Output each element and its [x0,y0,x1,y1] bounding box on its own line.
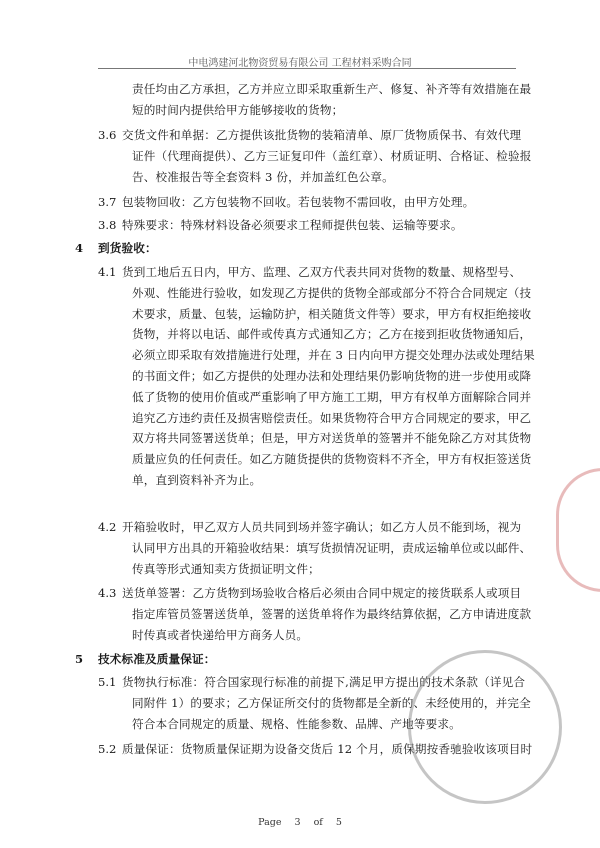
page-footer [0,817,600,828]
text-line: 符合本合同规定的质量、规格、性能参数、品牌、产地等要求。 [132,716,461,731]
clause-4-3 [122,583,531,645]
text-line: 货物，并将以电话、邮件或传真方式通知乙方；乙方在接到拒收货物通知后， [132,327,532,342]
clause-number: 4.2 [98,520,117,534]
clause-4-2 [122,517,531,579]
clause-3-8 [122,215,463,236]
text-line: 包装物回收：乙方包装物不回收。若包装物不需回收，由甲方处理。 [122,195,475,209]
text-line: 术要求，质量、包装，运输防护，相关随货文件等）要求，甲方有权拒绝接收 [132,306,532,321]
header-divider [98,68,516,69]
text-line: 低了货物的使用价值或严重影响了甲方施工工期，甲方有权单方面解除合同并 [132,389,532,404]
text-line: 告、校准报告等全套资料 3 份，并加盖红色公章。 [132,169,394,184]
text-line: 责任均由乙方承担，乙方并应立即采取重新生产、修复、补齐等有效措施在最 [132,82,532,96]
section-title: 到货验收： [98,241,157,255]
text-line: 双方将共同签署送货单；但是，甲方对送货单的签署并不能免除乙方对其货物 [132,431,532,446]
text-line: 短的时间内提供给甲方能够接收的货物； [132,102,344,117]
text-line: 交货文件和单据：乙方提供该批货物的装箱清单、原厂货物质保书、有效代理 [122,128,522,142]
text-line: 同附件 1）的要求；乙方保证所交付的货物都是全新的、未经使用的，并完全 [132,695,531,710]
text-line: 认同甲方出具的开箱验收结果：填写货损情况证明，责成运输单位或以邮件、 [132,540,532,555]
section-title: 技术标准及质量保证： [98,652,216,666]
text-line: 时传真或者快递给甲方商务人员。 [132,627,309,642]
text-line: 开箱验收时，甲乙双方人员共同到场并签字确认；如乙方人员不能到场，视为 [122,520,522,534]
section-number: 5 [75,652,84,666]
text-line: 货物执行标准：符合国家现行标准的前提下,满足甲方提出的技术条款（详见合 [122,675,526,689]
text-line: 指定库管员签署送货单，签署的送货单将作为最终结算依据，乙方申请进度款 [132,606,532,621]
page-total: 5 [335,817,342,828]
section-number: 4 [75,241,84,255]
clause-3-6 [122,125,531,187]
text-line: 的书面文件；如乙方提供的处理办法和处理结果仍影响货物的进一步使用或降 [132,368,532,383]
clause-3-7 [122,192,474,213]
text-line: 追究乙方违约责任及损害赔偿责任。如果货物符合甲方合同规定的要求，甲乙 [132,410,532,425]
text-line: 传真等形式通知卖方货损证明文件； [132,561,320,576]
page-header: 中电鸿建河北物资贸易有限公司 工程材料采购合同 [188,58,412,69]
clause-4-1 [122,262,535,491]
clause-number: 4.3 [98,586,117,600]
clause-number: 4.1 [98,265,117,279]
of-label: of [313,817,323,828]
text-line: 送货单签署：乙方货物到场验收合格后必须由合同中规定的接货联系人或项目 [122,586,522,600]
partial-seal-stamp [556,468,600,592]
text-line: 证件（代理商提供）、乙方三证复印件（盖红章）、材质证明、合格证、检验报 [132,148,532,163]
clause-number: 5.1 [98,675,117,689]
company-seal-stamp [408,650,562,804]
clause-number: 3.8 [98,218,117,232]
clause-number: 3.6 [98,128,117,142]
page-number: 3 [294,817,301,828]
continuation-paragraph [132,79,531,121]
text-line: 外观、性能进行验收，如发现乙方提供的货物全部或部分不符合合同规定（技 [132,285,532,300]
text-line: 质量应负的任何责任。如乙方随货提供的货物资料不齐全，甲方有权拒签送货 [132,452,532,467]
clause-number: 3.7 [98,195,117,209]
text-line: 单，直到资料补齐为止。 [132,472,262,487]
clause-number: 5.2 [98,742,117,756]
text-line: 必须立即采取有效措施进行处理，并在 3 日内向甲方提交处理办法或处理结果 [132,348,535,363]
text-line: 货到工地后五日内，甲方、监理、乙双方代表共同对货物的数量、规格型号、 [122,265,522,279]
page-label: Page [258,817,282,828]
text-line: 质量保证：货物质量保证期为设备交货后 12 个月，质保期按香驰验收该项目时 [122,742,533,756]
text-line: 特殊要求：特殊材料设备必须要求工程师提供包装、运输等要求。 [122,218,463,232]
